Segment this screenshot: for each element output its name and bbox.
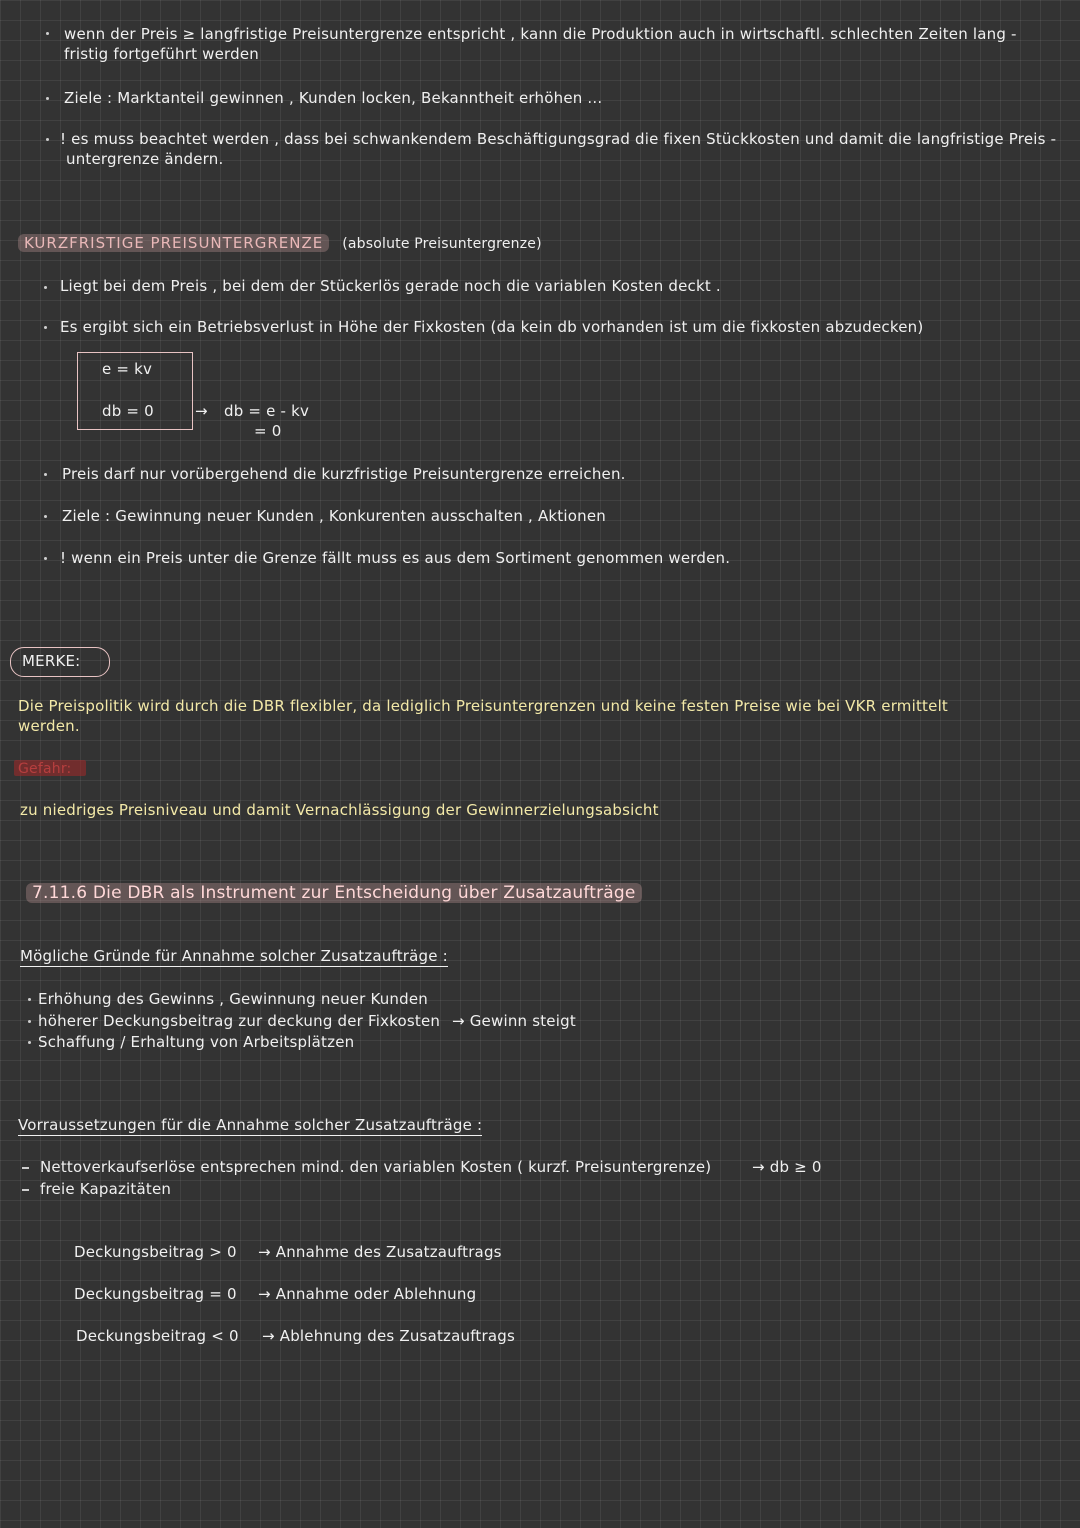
text-line: fristig fortgeführt werden bbox=[64, 45, 259, 63]
text-line: ! wenn ein Preis unter die Grenze fällt muss es aus dem Sortiment genommen werden. bbox=[60, 549, 731, 567]
bullet-dot bbox=[28, 1041, 31, 1044]
text-line: Ziele : Gewinnung neuer Kunden , Konkurenten ausschalten , Aktionen bbox=[62, 507, 606, 525]
bullet-dot bbox=[44, 473, 47, 476]
text-line: wenn der Preis ≥ langfristige Preisuntergrenze entspricht , kann die Produktion auch in wirtschaftl. schlechten Zeiten lang - bbox=[64, 25, 1017, 43]
rule-result: → Annahme oder Ablehnung bbox=[258, 1285, 477, 1303]
rule-result: → Annahme des Zusatzauftrags bbox=[258, 1243, 502, 1261]
bullet-dot bbox=[28, 1020, 31, 1023]
text-line: zu niedriges Preisniveau und damit Vernachlässigung der Gewinnerzielungsabsicht bbox=[20, 801, 659, 819]
text-line: → Gewinn steigt bbox=[452, 1012, 576, 1030]
bullet-dot bbox=[46, 138, 49, 141]
bullet-dot bbox=[46, 32, 49, 35]
text-line: Preis darf nur vorübergehend die kurzfristige Preisuntergrenze erreichen. bbox=[62, 465, 626, 483]
text-line: Die Preispolitik wird durch die DBR flexibler, da lediglich Preisuntergrenzen und keine festen Preise wie bei VKR ermittelt bbox=[18, 697, 949, 715]
bullet-dot bbox=[46, 97, 49, 100]
formula: e = kv bbox=[102, 360, 153, 378]
section-heading-kurzfristig bbox=[18, 234, 542, 253]
rule-condition: Deckungsbeitrag > 0 bbox=[74, 1243, 237, 1261]
text-line: → db ≥ 0 bbox=[752, 1158, 822, 1176]
bullet-dot bbox=[44, 326, 47, 329]
heading-highlight: KURZFRISTIGE PREISUNTERGRENZE bbox=[18, 234, 329, 252]
bullet-dot bbox=[44, 557, 47, 560]
text-line: höherer Deckungsbeitrag zur deckung der Fixkosten bbox=[38, 1012, 441, 1030]
text-line: Ziele : Marktanteil gewinnen , Kunden locken, Bekanntheit erhöhen ... bbox=[64, 89, 603, 107]
bullet-dash bbox=[22, 1167, 29, 1169]
heading-subtitle: (absolute Preisuntergrenze) bbox=[342, 236, 542, 252]
subheading-text: Mögliche Gründe für Annahme solcher Zusatzaufträge : bbox=[20, 947, 448, 965]
merke-label: MERKE: bbox=[22, 652, 81, 670]
text-line: untergrenze ändern. bbox=[66, 150, 224, 168]
subheading bbox=[20, 947, 448, 965]
text-line: Nettoverkaufserlöse entsprechen mind. den variablen Kosten ( kurzf. Preisuntergrenze) bbox=[40, 1158, 712, 1176]
formula: db = 0 bbox=[102, 402, 154, 420]
text-line: freie Kapazitäten bbox=[40, 1180, 172, 1198]
formula: db = e - kv bbox=[224, 402, 310, 420]
bullet-dot bbox=[44, 515, 47, 518]
text-line: Liegt bei dem Preis , bei dem der Stückerlös gerade noch die variablen Kosten deckt . bbox=[60, 277, 721, 295]
text-line: Erhöhung des Gewinns , Gewinnung neuer Kunden bbox=[38, 990, 428, 1008]
gefahr-label: Gefahr: bbox=[18, 761, 72, 777]
heading-highlight: 7.11.6 Die DBR als Instrument zur Entscheidung über Zusatzaufträge bbox=[26, 883, 642, 903]
formula: = 0 bbox=[254, 422, 282, 440]
text-line: werden. bbox=[18, 717, 80, 735]
rule-result: → Ablehnung des Zusatzauftrags bbox=[262, 1327, 516, 1345]
rule-condition: Deckungsbeitrag = 0 bbox=[74, 1285, 237, 1303]
text-line: ! es muss beachtet werden , dass bei schwankendem Beschäftigungsgrad die fixen Stückkosten und damit die langfristige Preis - bbox=[60, 130, 1057, 148]
subheading-text: Vorraussetzungen für die Annahme solcher Zusatzaufträge : bbox=[18, 1116, 483, 1134]
text-line: Schaffung / Erhaltung von Arbeitsplätzen bbox=[38, 1033, 355, 1051]
bullet-dot bbox=[28, 998, 31, 1001]
rule-condition: Deckungsbeitrag < 0 bbox=[76, 1327, 239, 1345]
section-heading-zusatzauftraege bbox=[26, 882, 642, 904]
arrow-icon: → bbox=[195, 402, 208, 420]
subheading bbox=[18, 1116, 482, 1134]
text-line: Es ergibt sich ein Betriebsverlust in Höhe der Fixkosten (da kein db vorhanden ist um die fixkosten abzudecken) bbox=[60, 318, 924, 336]
bullet-dash bbox=[22, 1189, 29, 1191]
bullet-dot bbox=[44, 286, 47, 289]
